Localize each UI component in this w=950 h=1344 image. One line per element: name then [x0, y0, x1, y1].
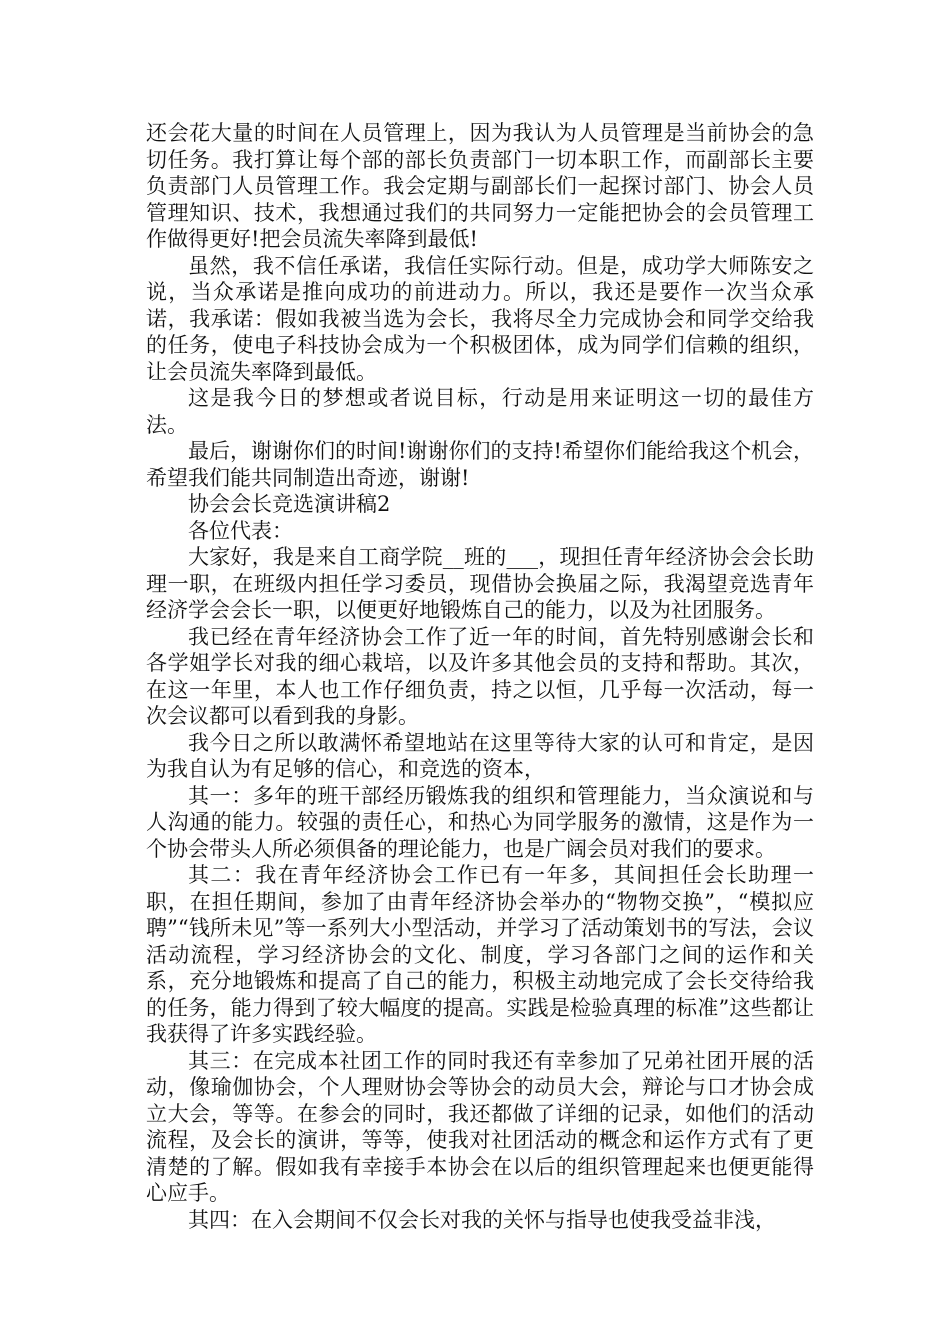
paragraph-1: 还会花大量的时间在人员管理上，因为我认为人员管理是当前协会的急切任务。我打算让每个部的部长负责部门一切本职工作，而副部长主要负责部门人员管理工作。我会定期与副部长们一起探讨部门、协会人员管理知识、技术，我想通过我们的共同努力一定能把协会的会员管理工作做得更好!把会员流失率降到最低! [146, 121, 814, 251]
paragraph-10: 其一：多年的班干部经历锻炼我的组织和管理能力，当众演说和与人沟通的能力。较强的责任心，和热心为同学服务的激情，这是作为一个协会带头人所必须俱备的理论能力，也是广阔会员对我们的要求。 [146, 783, 814, 861]
paragraph-4: 最后，谢谢你们的时间!谢谢你们的支持!希望你们能给我这个机会，希望我们能共同制造出奇迹，谢谢! [146, 439, 814, 490]
paragraph-3: 这是我今日的梦想或者说目标，行动是用来证明这一切的最佳方法。 [146, 386, 814, 437]
paragraph-9: 我今日之所以敢满怀希望地站在这里等待大家的认可和肯定，是因为我自认为有足够的信心，和竞选的资本， [146, 730, 814, 781]
paragraph-8: 我已经在青年经济协会工作了近一年的时间，首先特别感谢会长和各学姐学长对我的细心栽培，以及许多其他会员的支持和帮助。其次，在这一年里，本人也工作仔细负责，持之以恒，几乎每一次活动，每一次会议都可以看到我的身影。 [146, 624, 814, 728]
paragraph-11: 其二：我在青年经济协会工作已有一年多，其间担任会长助理一职，在担任期间，参加了由青年经济协会举办的“物物交换”，“模拟应聘”“钱所未见”等一系列大小型活动，并学习了活动策划书的写法，会议活动流程，学习经济协会的文化、制度，学习各部门之间的运作和关系，充分地锻炼和提高了自己的能力，积极主动地完成了会长交待给我的任务，能力得到了较大幅度的提高。实践是检验真理的标准”这些都让我获得了许多实践经验。 [146, 863, 814, 1046]
paragraph-12: 其三：在完成本社团工作的同时我还有幸参加了兄弟社团开展的活动，像瑜伽协会，个人理财协会等协会的动员大会，辩论与口才协会成立大会，等等。在参会的同时，我还都做了详细的记录，如他们的活动流程，及会长的演讲，等等，使我对社团活动的概念和运作方式有了更清楚的了解。假如我有幸接手本协会在以后的组织管理起来也便更能得心应手。 [146, 1048, 814, 1205]
paragraph-13: 其四：在入会期间不仅会长对我的关怀与指导也使我受益非浅， [188, 1207, 776, 1232]
paragraph-7: 大家好，我是来自工商学院__班的___，现担任青年经济协会会长助理一职，在班级内担任学习委员，现借协会换届之际，我渴望竞选青年经济学会会长一职，以便更好地锻炼自己的能力，以及为社团服务。 [146, 545, 814, 622]
document-body [146, 120, 814, 1233]
salutation: 各位代表： [188, 518, 293, 543]
section-title: 协会会长竞选演讲稿2 [188, 492, 391, 516]
paragraph-2: 虽然，我不信任承诺，我信任实际行动。但是，成功学大师陈安之说，当众承诺是推向成功的前进动力。所以，我还是要作一次当众承诺，我承诺：假如我被当选为会长，我将尽全力完成协会和同学交给我的任务，使电子科技协会成为一个积极团体，成为同学们信赖的组织，让会员流失率降到最低。 [146, 253, 814, 384]
